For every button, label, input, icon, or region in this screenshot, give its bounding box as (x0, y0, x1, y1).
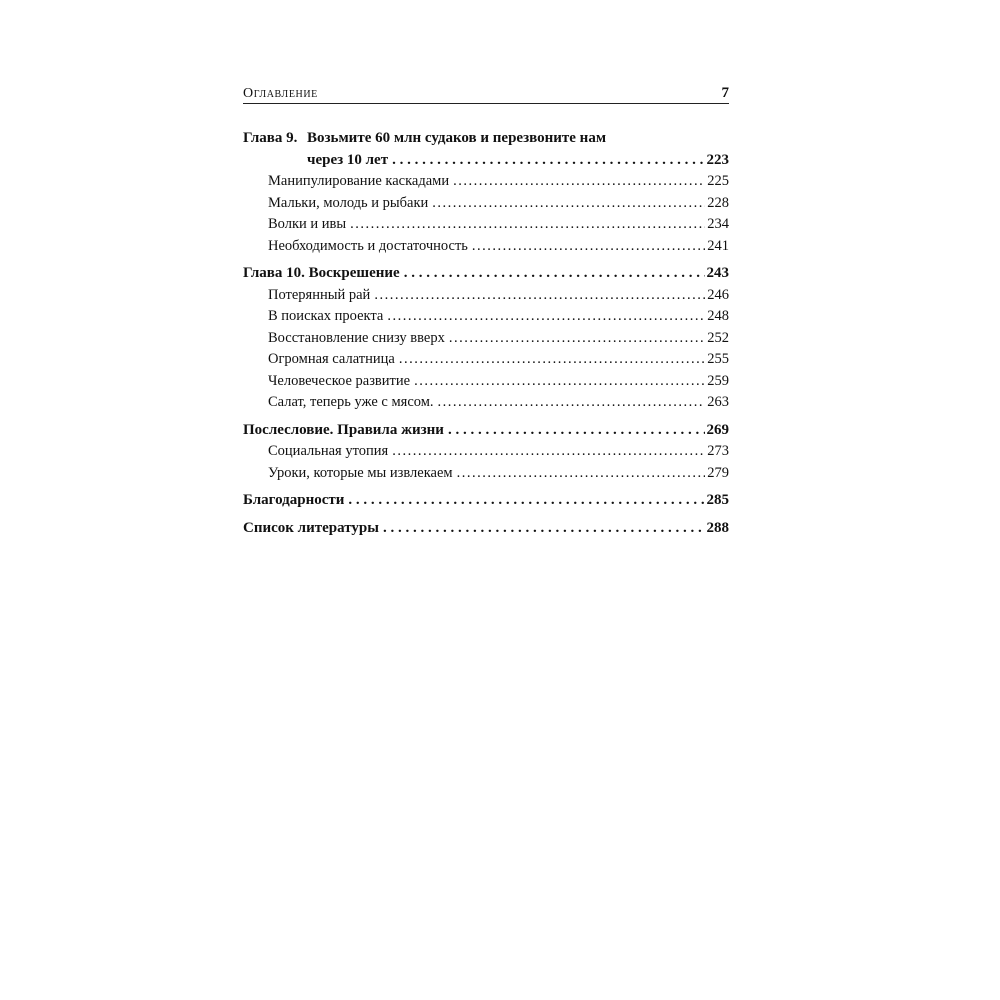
toc-page-number: 225 (707, 173, 729, 189)
dot-leader (392, 150, 704, 172)
dot-leader (383, 518, 705, 540)
toc-label: Манипулирование каскадами (268, 173, 450, 189)
toc-entry[interactable] (243, 463, 729, 485)
dot-leader (392, 441, 705, 463)
toc-chapter-9 (243, 128, 729, 257)
toc-entry[interactable] (243, 420, 729, 442)
toc-label: Восстановление снизу вверх (268, 329, 445, 346)
dot-leader (387, 306, 705, 328)
toc-page-number: 241 (707, 237, 729, 254)
dot-leader (472, 236, 705, 258)
dot-leader (453, 171, 705, 193)
toc-label: Волки и ивы (268, 216, 347, 232)
toc-entry[interactable] (243, 328, 729, 350)
dot-leader (432, 193, 705, 215)
toc-page-number: 223 (706, 151, 729, 168)
toc-label: Мальки, молодь и рыбаки (268, 194, 429, 211)
dot-leader (374, 285, 705, 307)
dot-leader (449, 328, 705, 350)
toc-entry[interactable] (243, 150, 729, 172)
toc-page-number: 228 (707, 194, 729, 211)
toc-page-number: 269 (706, 421, 729, 438)
page-number: 7 (721, 85, 729, 101)
toc-page-number: 248 (707, 308, 729, 324)
toc-entry[interactable] (243, 171, 729, 193)
chapter-title: Благодарности (243, 492, 345, 508)
dot-leader (438, 392, 706, 414)
toc-entry[interactable] (243, 285, 729, 307)
toc-chapter-10 (243, 263, 729, 414)
chapter-title: Послесловие. Правила жизни (243, 421, 444, 438)
toc-page (243, 85, 729, 545)
toc-entry[interactable] (243, 392, 729, 414)
chapter-number: Глава 9. (243, 130, 298, 146)
toc-label: Огромная салатница (268, 351, 395, 367)
dot-leader (448, 420, 705, 442)
toc-acknowledgements (243, 490, 729, 512)
dot-leader (348, 490, 704, 512)
toc-page-number: 288 (706, 519, 729, 536)
toc-page-number: 255 (707, 351, 729, 367)
toc-label: Человеческое развитие (268, 372, 411, 389)
toc-afterword (243, 420, 729, 485)
toc-page-number: 259 (707, 372, 729, 389)
chapter-title-continued: через 10 лет (307, 151, 389, 168)
toc-label: Необходимость и достаточность (268, 237, 468, 254)
toc-page-number: 273 (707, 443, 729, 459)
toc-page-number: 234 (707, 216, 729, 232)
toc-page-number: 246 (707, 286, 729, 303)
toc-page-number: 279 (707, 464, 729, 481)
toc-entry[interactable] (243, 349, 729, 371)
dot-leader (414, 371, 705, 393)
toc-entry[interactable] (243, 441, 729, 463)
toc-entry[interactable] (243, 306, 729, 328)
table-of-contents (243, 128, 729, 539)
toc-entry[interactable] (243, 371, 729, 393)
toc-page-number: 285 (706, 492, 729, 508)
toc-entry[interactable] (243, 490, 729, 512)
toc-chapter-heading[interactable] (243, 128, 729, 150)
dot-leader (457, 463, 706, 485)
running-head (243, 85, 729, 104)
toc-page-number: 243 (706, 265, 729, 281)
toc-entry[interactable] (243, 193, 729, 215)
toc-bibliography (243, 518, 729, 540)
chapter-title: Глава 10. Воскрешение (243, 265, 400, 281)
dot-leader (404, 263, 705, 285)
toc-label: Социальная утопия (268, 443, 389, 459)
toc-label: Салат, теперь уже с мясом. (268, 394, 434, 410)
toc-entry[interactable] (243, 214, 729, 236)
dot-leader (350, 214, 705, 236)
toc-label: Уроки, которые мы извлекаем (268, 464, 453, 481)
toc-label: В поисках проекта (268, 308, 384, 324)
running-head-title: Оглавление (243, 86, 318, 101)
toc-page-number: 263 (707, 394, 729, 410)
chapter-title: Список литературы (243, 519, 379, 536)
toc-entry[interactable] (243, 236, 729, 258)
toc-entry[interactable] (243, 263, 729, 285)
toc-page-number: 252 (707, 329, 729, 346)
chapter-title: Возьмите 60 млн судаков и перезвоните нам (307, 130, 607, 146)
dot-leader (399, 349, 705, 371)
toc-entry[interactable] (243, 518, 729, 540)
toc-label: Потерянный рай (268, 286, 371, 303)
